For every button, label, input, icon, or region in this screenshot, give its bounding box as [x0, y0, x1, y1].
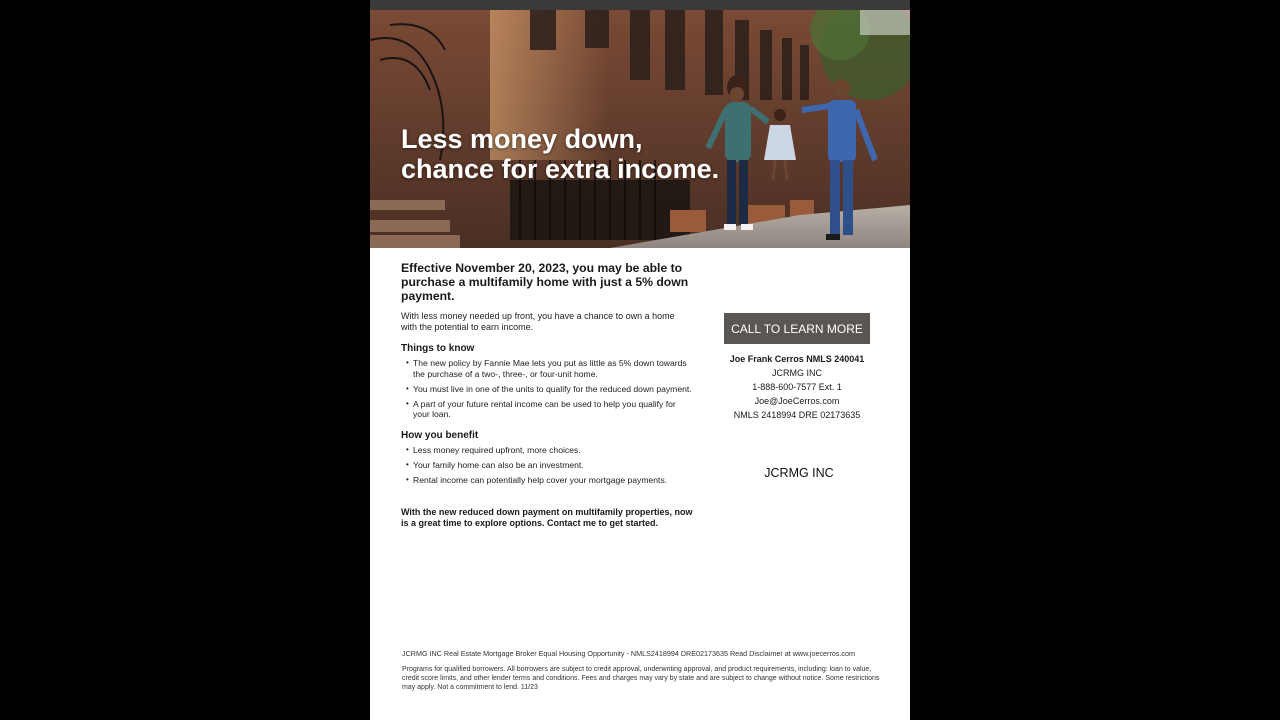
bullet-icon: •	[406, 459, 409, 469]
footer	[402, 649, 882, 692]
hero-headline	[401, 124, 719, 184]
flyer-page	[370, 0, 910, 720]
things-to-know-title: Things to know	[401, 343, 475, 354]
disclaimer: Programs for qualified borrowers. All borrowers are subject to credit approval, underwriting approval, and product requirements, including: loan to value, credit score limits, and other lender terms and conditions. Fees and charges may vary by state and are subject to change without notice. Some restrictions may apply. Not a commitment to lend. 11/23	[402, 666, 880, 691]
headline-line-1: Less money down,	[401, 124, 643, 154]
main-content	[401, 261, 693, 529]
contact-email: Joe@JoeCerros.com	[754, 396, 840, 406]
bullet-icon: •	[406, 358, 409, 367]
company-name: JCRMG INC	[764, 466, 834, 480]
bullet-icon: •	[406, 383, 409, 393]
footer-line: JCRMG INC Real Estate Mortgage Broker Equal Housing Opportunity - NMLS2418994 DRE02173635 Read Disclaimer at www.joecerros.com	[402, 649, 856, 658]
list-item: • Rental income can potentially help cover your mortgage payments.	[406, 474, 668, 485]
list-item: • The new policy by Fannie Mae lets you put as little as 5% down towards the purchase of a two-, three-, or four-unit home.	[406, 358, 687, 379]
contact-name: Joe Frank Cerros NMLS 240041	[729, 354, 865, 364]
top-bar	[370, 0, 910, 10]
contact-block	[700, 352, 894, 422]
how-you-benefit-title: How you benefit	[401, 429, 479, 441]
intro-heading: Effective November 20, 2023, you may be able to purchase a multifamily home with just a 5% down payment.	[401, 261, 689, 303]
bullet-icon: •	[406, 444, 409, 454]
list-item: • Less money required upfront, more choices.	[406, 444, 581, 455]
contact-licenses: NMLS 2418994 DRE 02173635	[733, 410, 861, 420]
list-item: • You must live in one of the units to qualify for the reduced down payment.	[406, 383, 692, 394]
closing-statement: With the new reduced down payment on multifamily properties, now is a great time to explore options. Contact me to get started.	[401, 507, 693, 528]
list-item: • A part of your future rental income can be used to help you qualify for your loan.	[406, 398, 676, 419]
bullet-icon: •	[406, 474, 409, 484]
contact-phone: 1-888-600-7577 Ext. 1	[752, 382, 842, 392]
bullet-icon: •	[406, 398, 409, 408]
intro-body: With less money needed up front, you have a chance to own a home with the potential to earn income.	[401, 311, 675, 332]
hero-image	[370, 10, 910, 248]
headline-line-2: chance for extra income.	[401, 154, 720, 184]
how-you-benefit-list	[401, 445, 693, 486]
call-to-learn-more-button[interactable]: CALL TO LEARN MORE	[724, 313, 870, 344]
things-to-know-list	[401, 358, 693, 420]
contact-company: JCRMG INC	[772, 368, 822, 378]
list-item: • Your family home can also be an investment.	[406, 459, 584, 470]
